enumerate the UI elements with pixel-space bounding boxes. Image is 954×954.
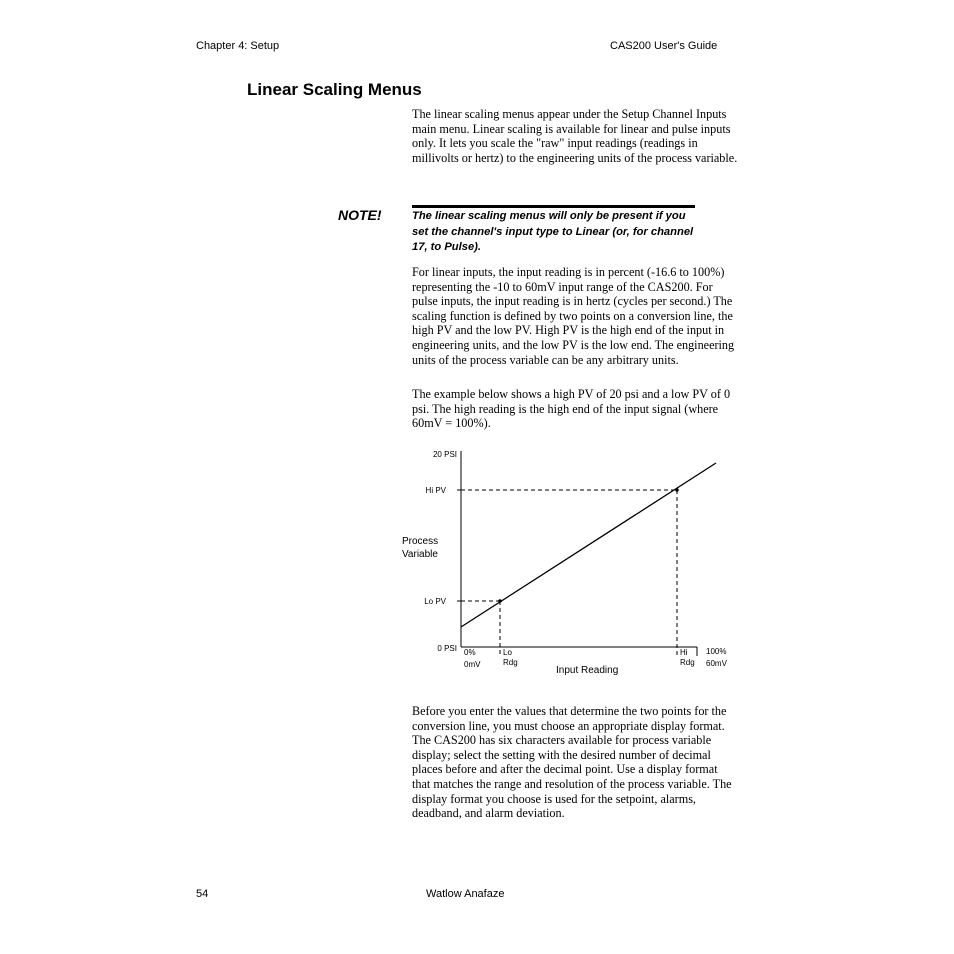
x-label-hi-line1: Hi	[680, 648, 688, 657]
inputs-paragraph: For linear inputs, the input reading is in percent (-16.6 to 100%) representing the -10 to 60mV input range of the CAS200. For pulse inputs, the input reading is in hertz (cycles per second.) The scaling function is defined by two points on a conversion line, the high PV and the low PV. High PV is the high end of the input in engineering units, and the low PV is the low end. The engineering units of the process variable can be any arbitrary units.	[412, 265, 735, 367]
y-axis-title-line1: Process	[402, 536, 439, 547]
display-format-paragraph: Before you enter the values that determine the two points for the conversion line, you must choose an appropriate display format. The CAS200 has six characters available for process variable display; select the setting with the desired number of decimal places before and after the decimal point. Use a display format that matches the range and resolution of the process variable. The display format you choose is used for the setpoint, alarms, deadband, and alarm deviation.	[412, 704, 732, 821]
x-label-end-mv: 60mV	[706, 659, 727, 668]
lo-point-marker	[498, 599, 502, 603]
intro-paragraph: The linear scaling menus appear under the Setup Channel Inputs main menu. Linear scaling is available for linear and pulse inputs only. It lets you scale the "raw" input readings (readings in millivolts or hertz) to the engineering units of the process variable.	[412, 107, 738, 165]
x-label-lo-line1: Lo	[503, 648, 512, 657]
y-label-20psi: 20 PSI	[432, 450, 457, 459]
y-label-lo-pv: Lo PV	[424, 597, 446, 606]
x-label-hi-line2: Rdg	[680, 658, 695, 667]
running-header-chapter: Chapter 4: Setup	[196, 40, 280, 52]
x-label-lo-line2: Rdg	[503, 658, 518, 667]
section-title: Linear Scaling Menus	[247, 80, 422, 99]
footer-company: Watlow Anafaze	[426, 888, 505, 900]
running-header-guide: CAS200 User's Guide	[610, 40, 718, 52]
y-axis-title-line2: Variable	[402, 549, 438, 560]
note-text: The linear scaling menus will only be present if you set the channel's input type to Linear (or, for channel 17, to Pulse).	[412, 210, 694, 253]
x-axis-title: Input Reading	[556, 665, 619, 676]
x-label-end-pct: 100%	[706, 647, 727, 656]
x-label-start-mv: 0mV	[464, 660, 481, 669]
y-label-hi-pv: Hi PV	[425, 486, 446, 495]
note-rule	[412, 205, 695, 208]
hi-point-marker	[675, 488, 679, 492]
example-paragraph: The example below shows a high PV of 20 psi and a low PV of 0 psi. The high reading is the high end of the input signal (where 60mV = 100%).	[412, 387, 731, 431]
linear-scaling-diagram	[390, 440, 740, 680]
y-label-0psi: 0 PSI	[437, 644, 457, 653]
note-label: NOTE!	[338, 207, 382, 223]
x-label-start-pct: 0%	[464, 648, 476, 657]
page-number: 54	[196, 888, 209, 900]
